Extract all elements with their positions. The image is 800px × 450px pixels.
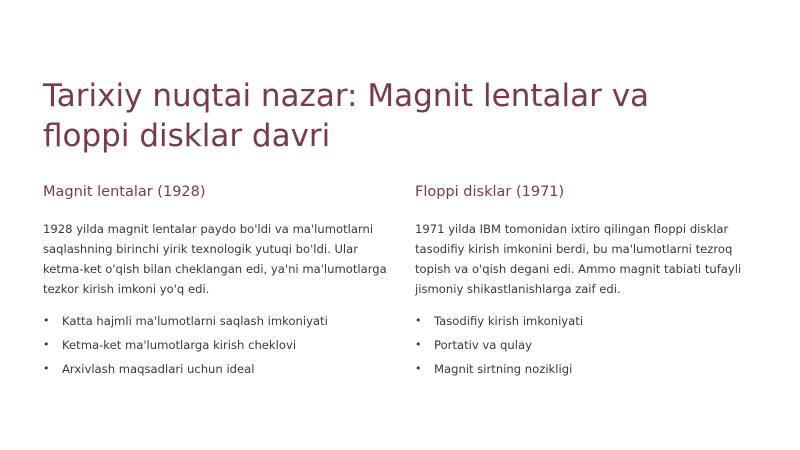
list-item xyxy=(415,335,760,359)
list-item-text: Ketma-ket ma'lumotlarga kirish cheklovi xyxy=(62,338,297,352)
slide-title: Tarixiy nuqtai nazar: Magnit lentalar va floppi disklar davri xyxy=(43,78,650,154)
column-magnetic-tapes xyxy=(43,182,388,383)
bullet-icon: • xyxy=(43,314,50,327)
list-item-text: Magnit sirtning nozikligi xyxy=(434,362,573,376)
bullet-list xyxy=(43,311,388,383)
column-body: 1928 yilda magnit lentalar paydo bo'ldi va ma'lumotlarni saqlashning birinchi yirik texnologik yutuqi bo'ldi. Ular ketma-ket o'qish bilan cheklangan edi, ya'ni ma'lumotlarga tezkor kirish imkoni yo'q edi. xyxy=(43,222,387,296)
bullet-icon: • xyxy=(43,362,50,375)
list-item xyxy=(43,335,388,359)
column-body: 1971 yilda IBM tomonidan ixtiro qilingan floppi disklar tasodifiy kirish imkonini berdi, bu ma'lumotlarni tezroq topish va o'qish degani edi. Ammo magnit tabiati tufayli jismoniy shikastlanishlarga zaif edi. xyxy=(415,222,742,296)
column-heading: Floppi disklar (1971) xyxy=(415,184,565,200)
bullet-list xyxy=(415,311,760,383)
list-item xyxy=(415,359,760,383)
bullet-icon: • xyxy=(415,362,422,375)
bullet-icon: • xyxy=(415,314,422,327)
column-heading: Magnit lentalar (1928) xyxy=(43,184,206,200)
list-item-text: Katta hajmli ma'lumotlarni saqlash imkoniyati xyxy=(62,314,328,328)
list-item-text: Tasodifiy kirish imkoniyati xyxy=(434,314,584,328)
list-item xyxy=(43,359,388,383)
bullet-icon: • xyxy=(43,338,50,351)
list-item xyxy=(43,311,388,335)
list-item-text: Arxivlash maqsadlari uchun ideal xyxy=(62,362,255,376)
list-item-text: Portativ va qulay xyxy=(434,338,532,352)
list-item xyxy=(415,311,760,335)
column-floppy-disks xyxy=(415,182,760,383)
bullet-icon: • xyxy=(415,338,422,351)
